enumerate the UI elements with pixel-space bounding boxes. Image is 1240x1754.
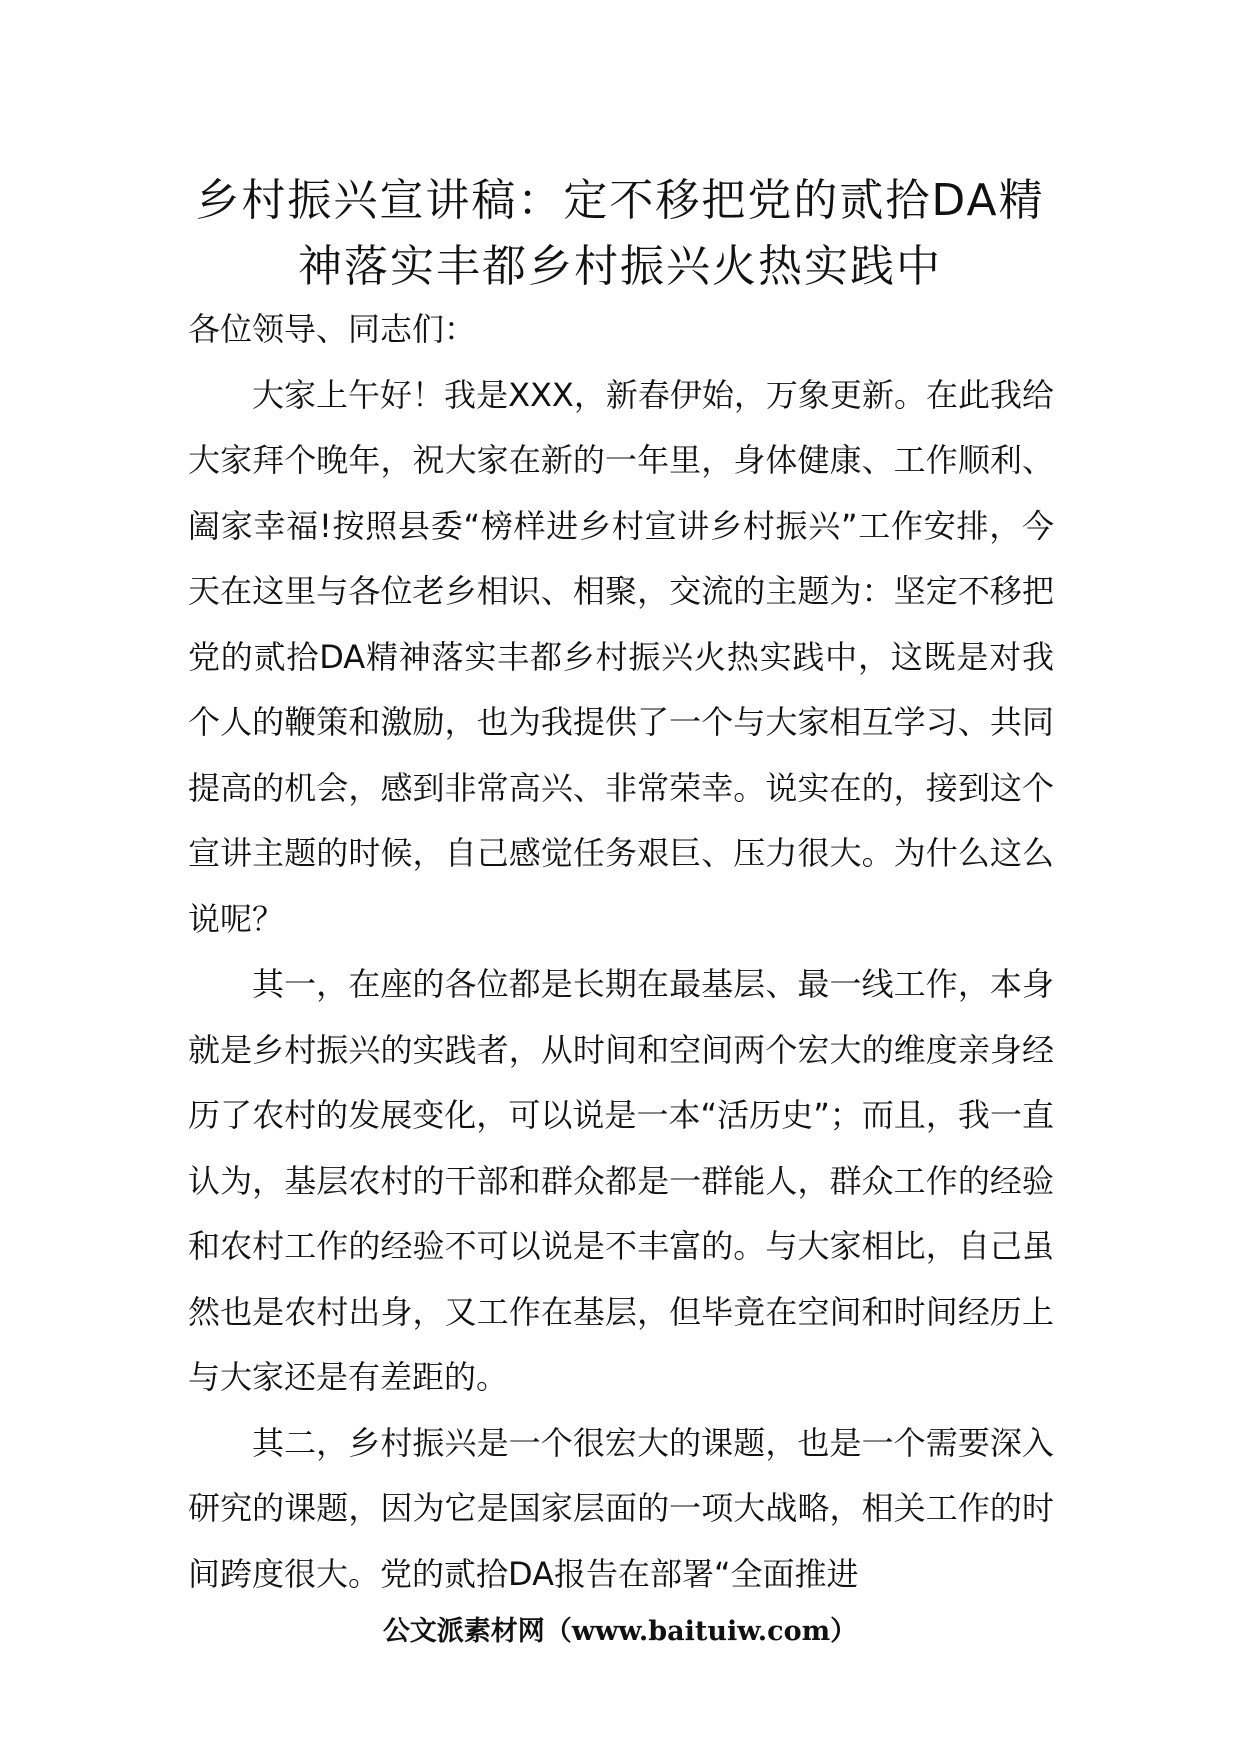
- document-title: [180, 168, 1060, 300]
- paragraph-point-one: 其一，在座的各位都是长期在最基层、最一线工作，本身就是乡村振兴的实践者，从时间和空间两个宏大的维度亲身经历了农村的发展变化，可以说是一本“活历史”；而且，我一直认为，基层农村的干部和群众都是一群能人，群众工作的经验和农村工作的经验不可以说是不丰富的。与大家相比，自己虽然也是农村出身，又工作在基层，但毕竟在空间和时间经历上与大家还是有差距的。: [188, 965, 1054, 1396]
- footer-watermark: 公文派素材网（www.baituiw.com）: [382, 1616, 858, 1647]
- title-line-2: 神落实丰都乡村振兴火热实践中: [298, 241, 942, 292]
- title-line-1: 乡村振兴宣讲稿：定不移把党的贰拾DA精: [195, 175, 1045, 226]
- paragraph-point-two: 其二，乡村振兴是一个很宏大的课题，也是一个需要深入研究的课题，因为它是国家层面的一项大战略，相关工作的时间跨度很大。党的贰拾DA报告在部署“全面推进: [188, 1423, 1054, 1593]
- paragraph-intro: 大家上午好！我是XXX，新春伊始，万象更新。在此我给大家拜个晚年，祝大家在新的一年里，身体健康、工作顺利、阖家幸福!按照县委“榜样进乡村宣讲乡村振兴”工作安排，今天在这里与各位老乡相识、相聚，交流的主题为：坚定不移把党的贰拾DA精神落实丰都乡村振兴火热实践中，这既是对我个人的鞭策和激励，也为我提供了一个与大家相互学习、共同提高的机会，感到非常高兴、非常荣幸。说实在的，接到这个宣讲主题的时候，自己感觉任务艰巨、压力很大。为什么这么说呢？: [188, 375, 1054, 938]
- salutation: 各位领导、同志们：: [188, 310, 477, 348]
- document-body: [188, 297, 1054, 1607]
